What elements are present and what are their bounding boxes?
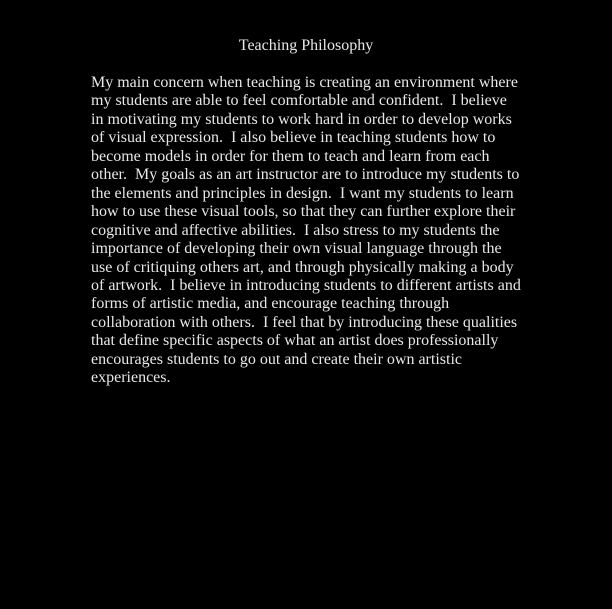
philosophy-paragraph: My main concern when teaching is creating an environment where my students are able to feel comfortable and confident. I believe in motivating my students to work hard in order to develop works of visual expression. I also believe in teaching students how to become models in order for them to teach and learn from each other. My goals as an art instructor are to introduce my students to the elements and principles in design. I want my students to learn how to use these visual tools, so that they can further explore their cognitive and affective abilities. I also stress to my students the importance of developing their own visual language through the use of critiquing others art, and through physically making a body of artwork. I believe in introducing students to different artists and forms of artistic media, and encourage teaching through collaboration with others. I feel that by introducing these qualities that define specific aspects of what an artist does professionally encourages students to go out and create their own artistic experiences. — [91, 74, 521, 387]
document-title: Teaching Philosophy — [238, 37, 374, 54]
